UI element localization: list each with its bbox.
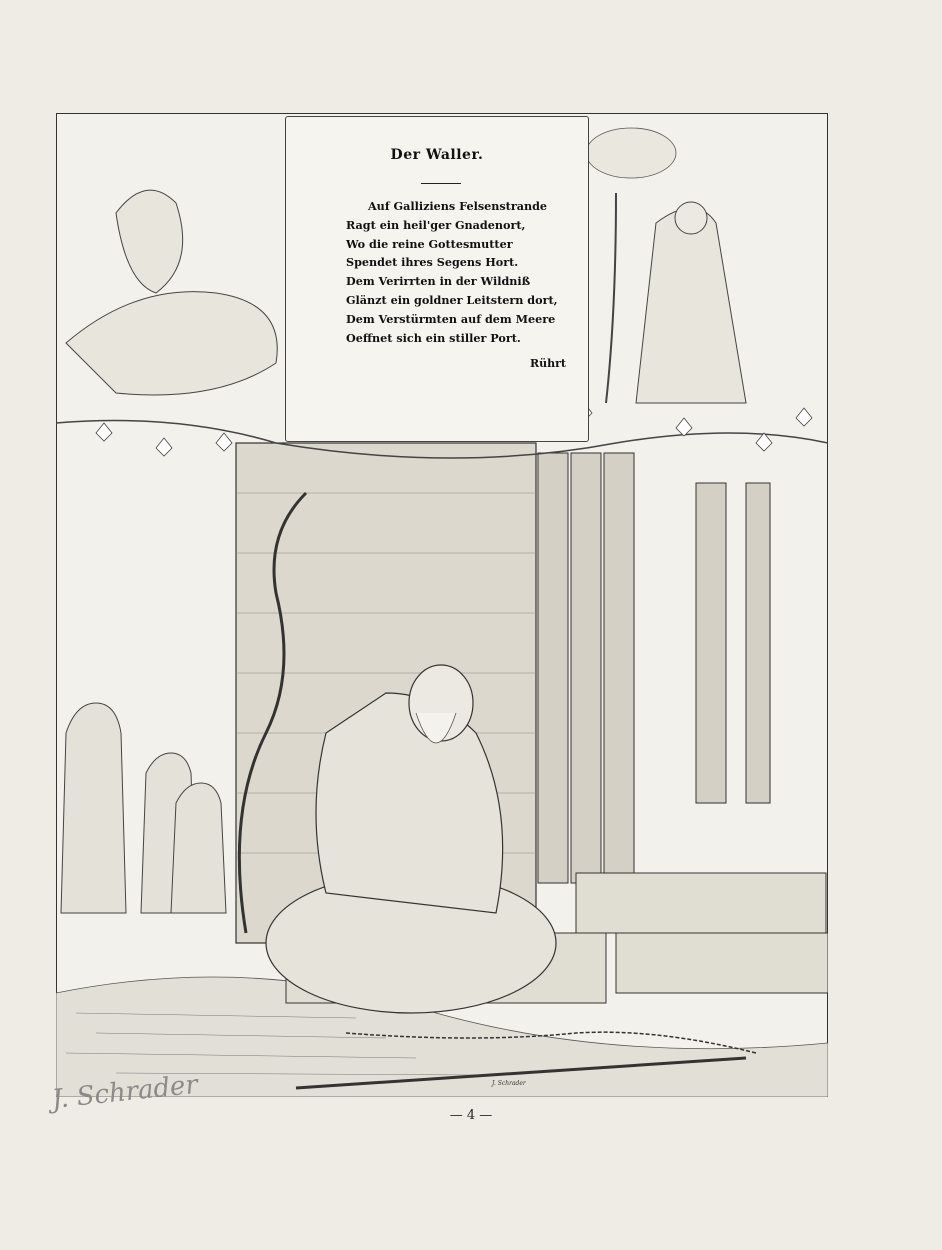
poem-line: Wo die reine Gottesmutter [346,236,513,251]
poem-text [346,197,571,347]
poem-line: Auf Galliziens Felsenstrande [368,199,548,213]
poem-title: Der Waller. [390,147,484,163]
poem-line: Spendet ihres Segens Hort. [346,255,519,270]
poem-line: Glänzt ein goldner Leitstern dort, [346,292,558,307]
poem-scroll [285,116,589,442]
poem-line: Dem Verstürmten auf dem Meere [346,311,556,326]
engraver-credit: J. Schrader [492,1080,526,1087]
page-number: — 4 — [449,1108,493,1123]
poem-line: Ragt ein heil'ger Gnadenort, [346,217,526,232]
poem-line: Oeffnet sich ein stiller Port. [346,330,521,345]
title-rule [421,183,461,184]
poem-line: Dem Verirrten in der Wildniß [346,274,531,289]
poem-author: Rührt [529,357,566,370]
handwritten-signature: J. Schrader [50,1069,200,1115]
